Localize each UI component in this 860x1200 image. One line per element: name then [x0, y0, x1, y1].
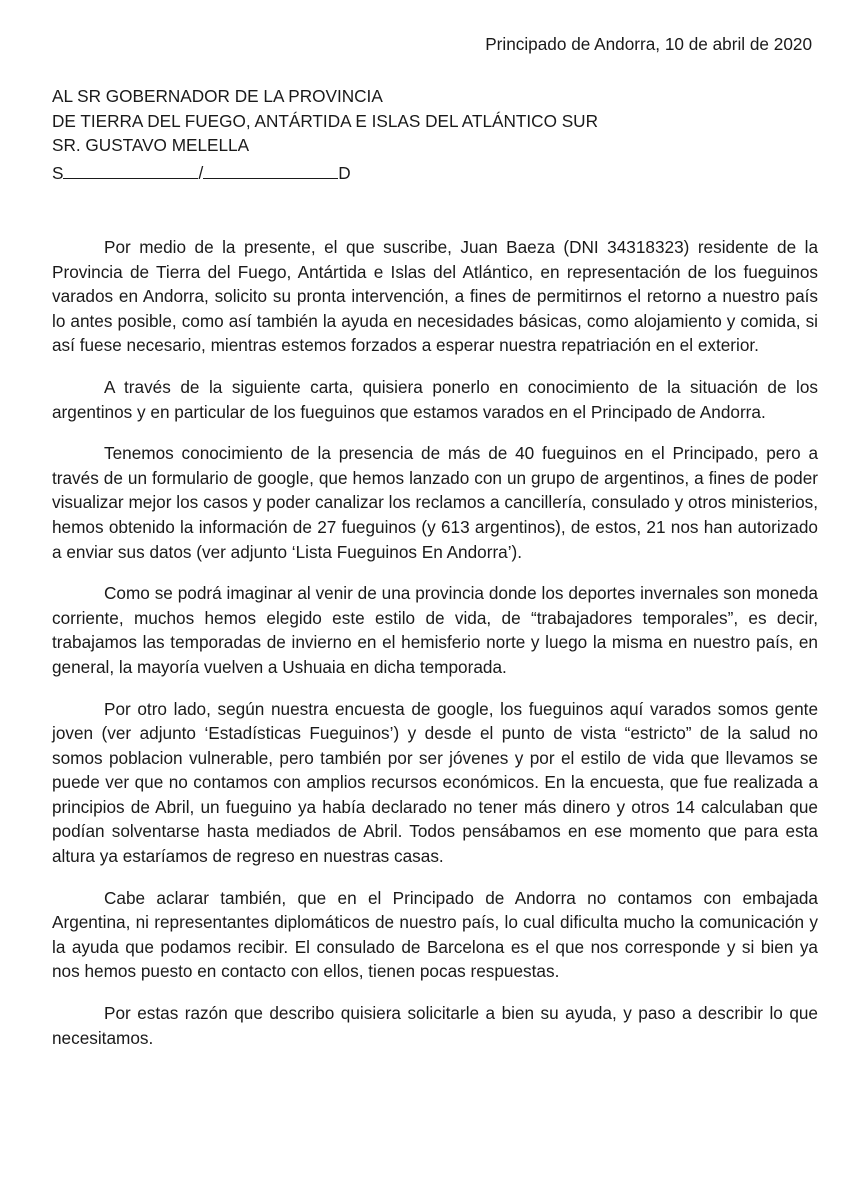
salutation-end: D [338, 163, 351, 183]
body-paragraph: A través de la siguiente carta, quisiera ponerlo en conocimiento de la situación de los argentinos y en particular de los fueguinos que estamos varados en el Principado de Andorra. [52, 376, 818, 422]
body-paragraph: Por otro lado, según nuestra encuesta de google, los fueguinos aquí varados somos gente joven (ver adjunto ‘Estadísticas Fueguinos’) y desde el punto de vista “estricto” de la salud no somos poblacion vulnerable, pero también por ser jóvenes y por el estilo de vida que llevamos se puede ver que no contamos con amplios recursos económicos. En la encuesta, que fue realizada a principios de Abril, un fueguino ya había declarado no tener más dinero y otros 14 calculaban que podían solventarse hasta mediados de Abril. Todos pensábamos en ese momento que para esta altura ya estaríamos de regreso en nuestras casas. [52, 698, 818, 867]
addressee-line: SR. GUSTAVO MELELLA [52, 135, 250, 156]
salutation-blank [203, 160, 338, 179]
addressee-line: DE TIERRA DEL FUEGO, ANTÁRTIDA E ISLAS DEL ATLÁNTICO SUR [52, 110, 599, 131]
body-paragraph: Tenemos conocimiento de la presencia de más de 40 fueguinos en el Principado, pero a través de un formulario de google, que hemos lanzado con un grupo de argentinos, a fines de poder visualizar mejor los casos y poder canalizar los reclamos a cancillería, consulado y otros ministerios, hemos obtenido la información de 27 fueguinos (y 613 argentinos), de estos, 21 nos han autorizado a enviar sus datos (ver adjunto ‘Lista Fueguinos En Andorra’). [52, 443, 818, 562]
body-paragraph: Por estas razón que describo quisiera solicitarle a bien su ayuda, y paso a describir lo que necesitamos. [52, 1003, 818, 1048]
body-paragraph: Cabe aclarar también, que en el Principado de Andorra no contamos con embajada Argentina, ni representantes diplomáticos de nuestro país, lo cual dificulta mucho la comunicación y la ayuda que podamos recibir. El consulado de Barcelona es el que nos corresponde y si bien ya nos hemos puesto en contacto con ellos, tienen pocas respuestas. [52, 887, 818, 982]
salutation-blank [63, 160, 198, 179]
addressee-block [52, 84, 812, 158]
addressee-line: AL SR GOBERNADOR DE LA PROVINCIA [52, 86, 383, 106]
salutation-separator: / [198, 163, 204, 183]
salutation-sd [52, 160, 351, 186]
body-paragraph: Por medio de la presente, el que suscribe, Juan Baeza (DNI 34318323) residente de la Provincia de Tierra del Fuego, Antártida e Islas del Atlántico, en representación de los fueguinos varados en Andorra, solicito su pronta intervención, a fines de permitirnos el retorno a nuestro país lo antes posible, como así también la ayuda en necesidades básicas, como alojamiento y comida, si así fuese necesario, mientras estemos forzados a esperar nuestra repatriación en el exterior. [52, 237, 818, 356]
letter-date: Principado de Andorra, 10 de abril de 2020 [485, 34, 812, 54]
letter-body [52, 235, 818, 1067]
body-paragraph: Como se podrá imaginar al venir de una provincia donde los deportes invernales son moneda corriente, muchos hemos elegido este estilo de vida, de “trabajadores temporales”, es decir, trabajamos las temporadas de invierno en el hemisferio norte y luego la misma en nuestro país, en general, la mayoría vuelven a Ushuaia en dicha temporada. [52, 583, 818, 677]
salutation-start: S [52, 163, 64, 183]
